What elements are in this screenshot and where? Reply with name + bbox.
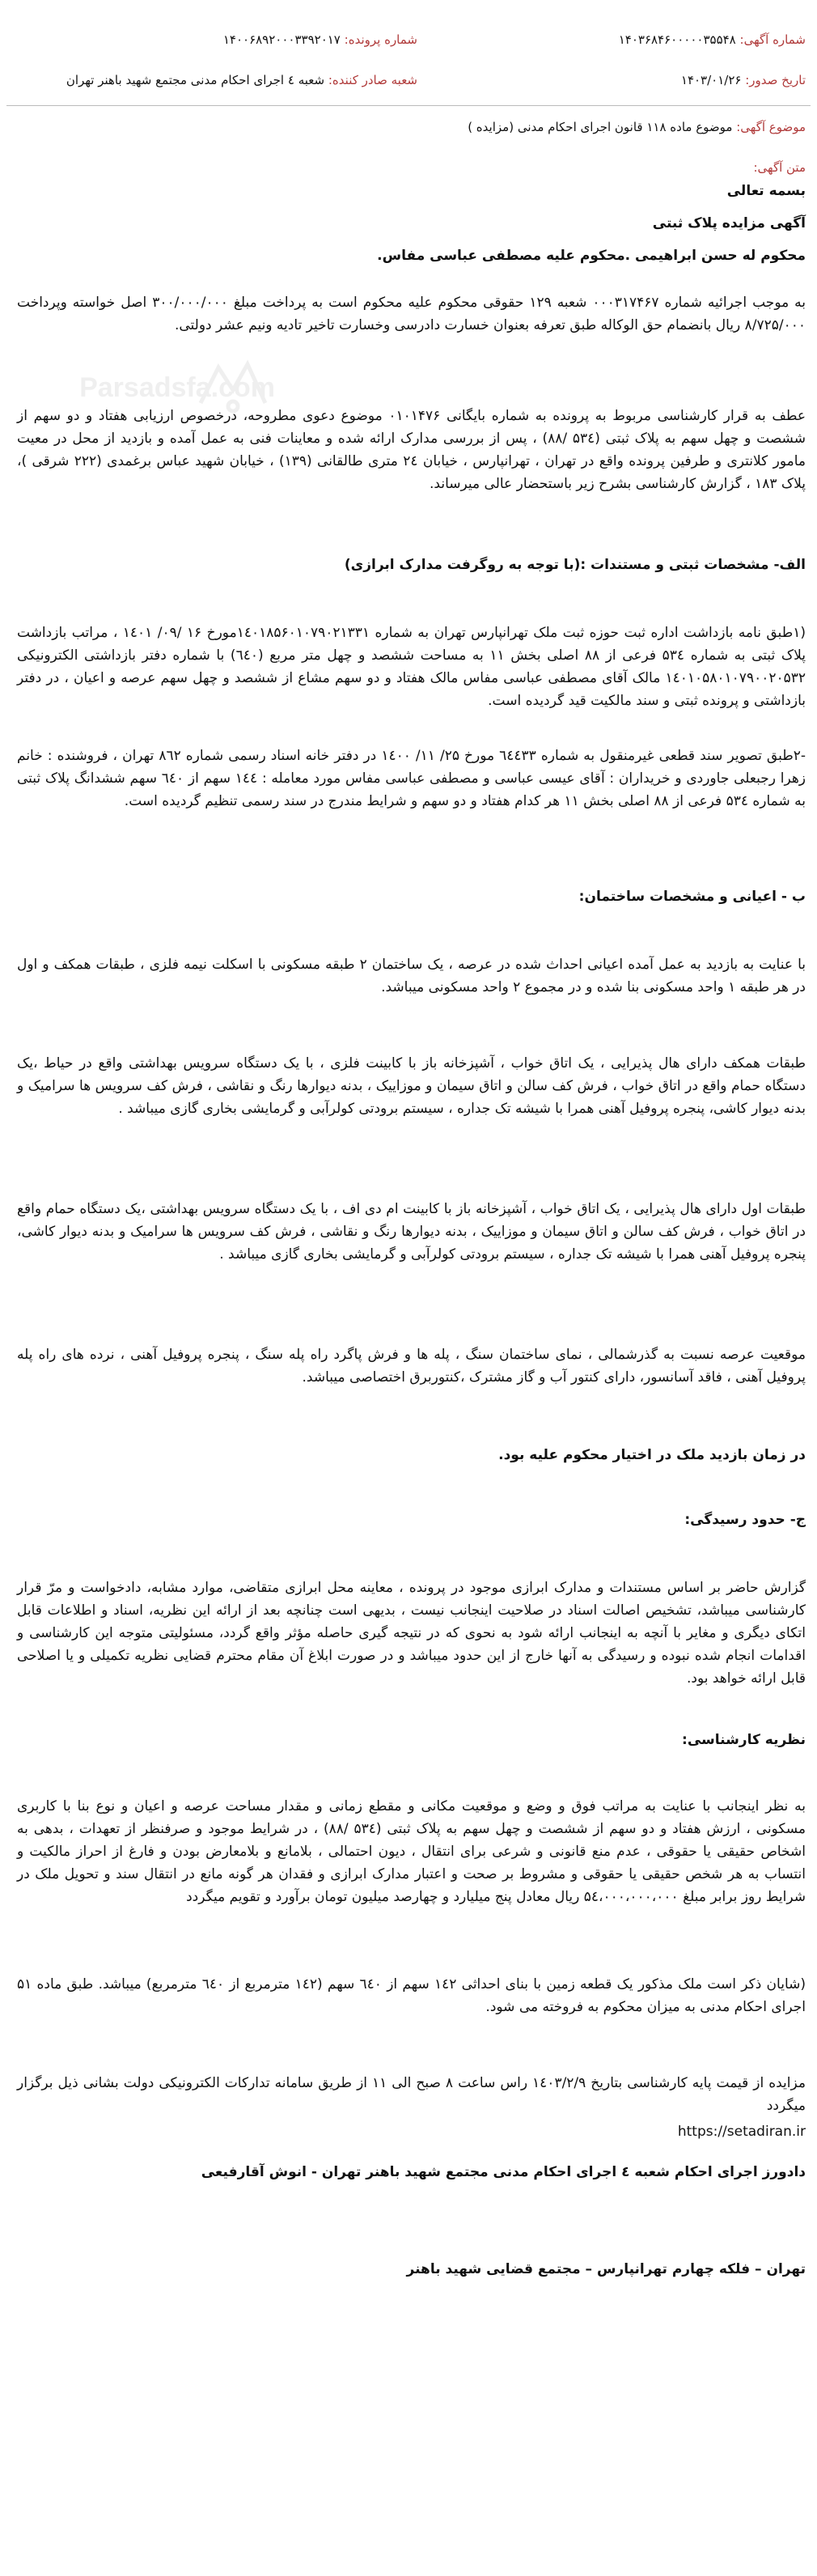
registration-paragraph-1: (۱طبق نامه بازداشت اداره ثبت حوزه ثبت ملک تهرانپارس تهران به شماره ۱٤۰۱۸۵۶۰۱۰۷۹۰۲۱۳۳۱مورخ ۱۶ /۰۹/ ۱٤۰۱ ، مراتب بازداشت پلاک ثبتی به شماره ۵۳٤ فرعی از ۸۸ اصلی بخش ۱۱ به مساحت ششصد و چهل متر مربع (٦٤۰) با شماره دفتر بازداشتی الکترونیکی ۱٤۰۱۰۵۸۰۱۰۷۹۰۰۲۰۵۳۲ مالک آقای مصطفی عباسی مفاس مالک هفتاد و دو سهم مشاع از ششصد و چهل سهم عرصه و اعیان ، در دفتر بازداشتی و پرونده ثبتی و سند مالکیت قید گردیده است.	[17, 625, 806, 709]
section-be-heading: ب - اعیانی و مشخصات ساختمان:	[578, 889, 806, 905]
ad-number-value: ۱۴۰۳۶۸۴۶۰۰۰۰۰۳۵۵۴۸	[618, 32, 736, 47]
share-note-paragraph: (شایان ذکر است ملک مذکور یک قطعه زمین با بنای احداثی ۱٤۲ سهم از ٦٤۰ سهم (۱٤۲ مترمربع از ٦٤۰ مترمربع) میباشد. طبق ماده ۵۱ اجرای احکام مدنی به میزان محکوم به فروخته می شود.	[17, 1976, 806, 2015]
court-address: تهران – فلکه چهارم تهرانپارس – مجتمع قضایی شهید باهنر	[406, 2261, 806, 2277]
section-alef-heading: الف- مشخصات ثبتی و مستندات :(با توجه به روگرفت مدارک ابرازی)	[344, 557, 806, 573]
auction-paragraph: مزایده از قیمت پایه کارشناسی بتاریخ ۱٤۰۳/۲/۹ راس ساعت ۸ صبح الی ۱۱ از طریق سامانه تدارکات الکترونیکی دولت بشانی ذیل برگزار میگردد	[17, 2075, 806, 2114]
expert-opinion-paragraph: به نظر اینجانب با عنایت به مراتب فوق و وضع و موقعیت مکانی و مقطع زمانی و مقدار مساحت عرصه و اعیان و نوع بنا با کاربری مسکونی ، ارزش هفتاد و دو سهم از ششصت و چهل سهم به پلاک ثبتی (۵۳٤ /۸۸) ، در شرایط موجود و صرفنظر از تعهدات ، بدهی به اشخاص حقیقی یا حقوقی ، عدم منع قانونی و شرعی برای انتقال ، دیون احتمالی ، بلامانع و بلامعارض بودن و فارغ از احراز مالکیت و انتساب به هر شخص حقیقی یا حقوقی و مشروط بر صحت و اعتبار مدارک ابرازی و فقدان هر گونه مانع در انتقال سند و تحویل ملک در شرایط روز برابر مبلغ ۵٤،۰۰۰،۰۰۰،۰۰۰ ریال معادل پنج میلیارد و چهارصد میلیون تومان برآورد و تقویم میگردد	[17, 1798, 806, 1905]
expert-order-paragraph: عطف به قرار کارشناسی مربوط به پرونده به شماره بایگانی ۰۱۰۱۴۷۶ موضوع دعوی مطروحه، درخصوص ارزیابی هفتاد و دو سهم از ششصت و چهل سهم به پلاک ثبتی (۵۳٤ /۸۸) ، پس از بررسی مدارک ارائه شده و معاینات فنی به عمل آمده و بازدید از محل در معیت مامور کلانتری و طرفین پرونده واقع در تهران ، تهرانپارس ، خیابان ٢٤ متری طالقانی (۱۳۹) ، خیابان شهید عباس برغمدی (۲۲۲ شرقی )، پلاک ۱۸۳ ، گزارش کارشناسی بشرح زیر باستحضار عالی میرساند.	[17, 408, 806, 492]
issue-date-value: ۱۴۰۳/۰۱/۲۶	[680, 73, 742, 87]
issuing-branch-label: شعبه صادر کننده:	[328, 73, 417, 87]
issuing-branch	[66, 73, 417, 87]
parties-line: محکوم له حسن ابراهیمی .محکوم علیه مصطفی عباسی مفاس.	[377, 248, 806, 264]
doc-number-label: شماره پرونده:	[344, 32, 417, 47]
registration-paragraph-2: -۲طبق تصویر سند قطعی غیرمنقول به شماره ٦٤٤۳۳ مورخ ۲۵/ ۱۱/ ۱٤۰۰ در دفتر خانه اسناد رسمی شماره ۸٦۲ تهران ، فروشنده : خانم زهرا رجبعلی جاوردی و خریداران : آقای عیسی عباسی و مصطفی عباسی مفاس مورد معامله : ۱٤٤ سهم از ٦٤۰ سهم ششدانگ پلاک ثبتی به شماره ۵۳٤ فرعی از ۸۸ اصلی بخش ۱۱ هر کدام هفتاد و دو سهم و شرایط مندرج در سند رسمی تنظیم گردیده است.	[17, 748, 806, 809]
building-paragraph-location: موقعیت عرصه نسبت به گذرشمالی ، نمای ساختمان سنگ ، پله ها و فرش پاگرد راه پله سنگ ، پنجره پروفیل آهنی ، نرده های راه پله پروفیل آهنی ، فاقد آسانسور، دارای کنتور آب و گاز مشترک ،کنتوربرق اختصاصی میباشد.	[17, 1347, 806, 1386]
execution-paragraph: به موجب اجرائیه شماره ۰۰۰۳۱۷۴۶۷ شعبه ۱۲۹ حقوقی محکوم علیه محکوم است به پرداخت مبلغ ۳۰۰/۰۰۰/۰۰۰ اصل خواسته وپرداخت ۸/۷۲۵/۰۰۰ ریال بانضمام حق الوکاله طبق تعرفه بعنوان خسارت دادرسی وخسارت تاخیر تادیه ونیم عشر دولتی.	[17, 295, 806, 333]
body-label: متن آگهی:	[753, 160, 806, 175]
section-jim-heading: ج- حدود رسیدگی:	[684, 1512, 806, 1528]
closing-official: دادورز اجرای احکام شعبه ٤ اجرای احکام مدنی مجتمع شهید باهنر تهران - انوش آقارفیعی	[201, 2164, 806, 2180]
subject-value: موضوع ماده ۱۱۸ قانون اجرای احکام مدنی (مزایده )	[468, 120, 733, 134]
header-row-1	[11, 32, 806, 57]
doc-number	[223, 32, 417, 47]
expert-opinion-heading: نظریه کارشناسی:	[682, 1732, 806, 1748]
doc-number-value: ۱۴۰۰۶۸۹۲۰۰۰۳۳۹۲۰۱۷	[222, 32, 341, 47]
subject-label: موضوع آگهی:	[736, 120, 806, 134]
issuing-branch-value: شعبه ٤ اجرای احکام مدنی مجتمع شهید باهنر تهران	[66, 73, 325, 87]
auction-url[interactable]: https://setadiran.ir	[677, 2124, 806, 2140]
issue-date	[681, 73, 806, 87]
scope-paragraph: گزارش حاضر بر اساس مستندات و مدارک ابرازی موجود در پرونده ، معاینه محل ابرازی متقاضی، موارد مشابه، دادخواست و مرّ قرار کارشناسی میباشد، تشخیص اصالت اسناد در صلاحیت اینجانب نیست ، بدیهی است چنانچه بعد از ارائه این نظریه، اسناد و اطلاعات قابل اتکای دیگری و مغایر با آنچه به اینجانب ارائه شود به نحوی که در نتیجه گیری حاصله مؤثر واقع گردد، مسئولیتی متوجه این کارشناسی و اقدامات انجام شده نبوده و رسیدگی به آنها خارج از این حدود میباشد و در صورت ابلاغ آن مقام محترم قضایی نظریه تکمیلی و یا اصلاحی قابل ارائه خواهد بود.	[17, 1580, 806, 1687]
header-divider	[6, 105, 811, 106]
ad-number-label: شماره آگهی:	[739, 32, 806, 47]
ad-title: آگهی مزایده پلاک ثبتی	[652, 215, 806, 231]
ad-number	[619, 32, 806, 47]
occupancy-line: در زمان بازدید ملک در اختیار محکوم علیه بود.	[498, 1447, 806, 1463]
bismillah: بسمه تعالی	[726, 183, 806, 199]
building-paragraph-1: با عنایت به بازدید به عمل آمده اعیانی احداث شده در عرصه ، یک ساختمان ۲ طبقه مسکونی با اسکلت نیمه فلزی ، طبقات همکف و اول در هر طبقه ۱ واحد مسکونی بنا شده و در مجموع ۲ واحد مسکونی میباشد.	[17, 957, 806, 995]
building-paragraph-ground-floor: طبقات همکف دارای هال پذیرایی ، یک اتاق خواب ، آشپزخانه باز با کابینت فلزی ، با یک دستگاه سرویس بهداشتی واقع در حیاط ،یک دستگاه حمام واقع در اتاق خواب ، فرش کف سالن و اتاق سیمان و موزاییک ، بدنه دیوارها رنگ و نقاشی ، فرش کف سرویس ها سرامیک و بدنه دیوار کاشی، پنجره پروفیل آهنی همرا با شیشه تک جداره ، سیستم برودتی کولرآبی و گرمایشی بخاری گازی میباشد .	[17, 1055, 806, 1117]
subject-line	[468, 120, 806, 134]
header-row-2	[11, 73, 806, 97]
issue-date-label: تاریخ صدور:	[745, 73, 806, 87]
building-paragraph-first-floor: طبقات اول دارای هال پذیرایی ، یک اتاق خواب ، آشپزخانه باز با کابینت ام دی اف ، با یک دستگاه سرویس بهداشتی ،یک دستگاه حمام واقع در اتاق خواب ، فرش کف سالن و اتاق سیمان و موزاییک ، بدنه دیوارها رنگ و نقاشی ، فرش کف سرویس ها سرامیک و بدنه دیوار کاشی، پنجره پروفیل آهنی همرا با شیشه تک جداره ، سیستم برودتی کولرآبی و گرمایشی بخاری گازی میباشد .	[17, 1201, 806, 1263]
watermark-text: Parsadsfa.com	[79, 372, 275, 403]
